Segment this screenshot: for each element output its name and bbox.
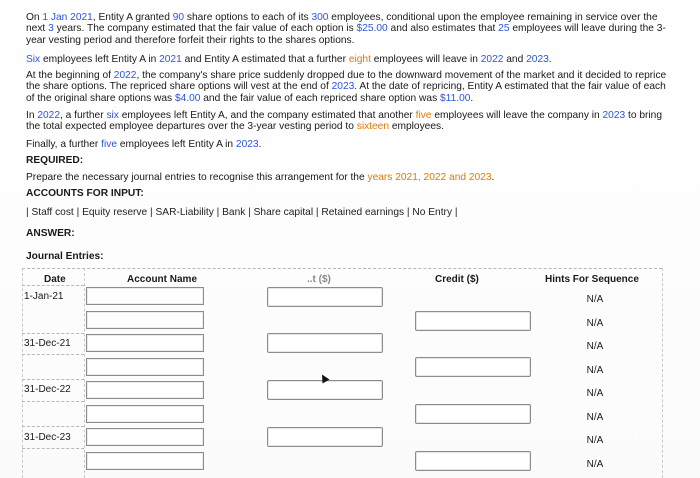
date-cell: 31-Dec-22: [24, 384, 71, 395]
credit-input[interactable]: [415, 311, 531, 331]
date-row-line: [22, 426, 84, 427]
journal-entries-label: Journal Entries:: [26, 251, 104, 262]
question-paragraph-2: Six employees left Entity A in 2021 and Entity A estimated that a further eight employees will leave in 2022 and 2023.: [26, 54, 552, 65]
date-row-line: [22, 354, 84, 355]
credit-input[interactable]: [415, 357, 531, 377]
account-name-input[interactable]: [86, 311, 204, 329]
header-debit: ..t ($): [307, 274, 331, 285]
credit-input[interactable]: [415, 451, 531, 471]
account-name-input[interactable]: [86, 428, 204, 446]
date-row-line: [22, 401, 84, 402]
date-row-line: [22, 379, 84, 380]
date-row-line: [22, 285, 84, 286]
date-row-line: [22, 448, 84, 449]
account-name-input[interactable]: [86, 287, 204, 305]
date-cell: 31-Dec-21: [24, 338, 71, 349]
account-name-input[interactable]: [86, 452, 204, 470]
question-paragraph-4: In 2022, a further six employees left Entity A, and the company estimated that another five employees will leave the company in 2023 to bring the total expected employee departures over the 3-year vesting period to sixteen employees.: [26, 110, 662, 133]
debit-input[interactable]: [267, 333, 383, 353]
date-cell: 1-Jan-21: [24, 291, 64, 302]
account-name-input[interactable]: [86, 334, 204, 352]
account-name-input[interactable]: [86, 381, 204, 399]
required-label: REQUIRED:: [26, 155, 84, 166]
table-col-divider: [84, 268, 85, 478]
answer-label: ANSWER:: [26, 228, 75, 239]
hint-cell: N/A: [586, 388, 604, 399]
accounts-list: | Staff cost | Equity reserve | SAR-Liability | Bank | Share capital | Retained earnings | No Entry |: [26, 207, 458, 218]
question-paragraph-1: On 1 Jan 2021, Entity A granted 90 share options to each of its 300 employees, conditional upon the employee remaining in service over the next 3 years. The company estimated that the fair value of each option is $25.00 and also estimates that 25 employees will leave during the 3-year vesting period and therefore forfeit their rights to the shares options.: [26, 12, 666, 46]
hint-cell: N/A: [586, 435, 604, 446]
question-paragraph-3: At the beginning of 2022, the company's share price suddenly dropped due to the downward movement of the market and it decided to reprice the share options. The repriced share options will vest at the end of 2023. At the date of repricing, Entity A estimated that the fair value of each of the original share options was $4.00 and the fair value of each repriced share option was $11.00.: [26, 70, 667, 104]
table-top-border: [22, 268, 662, 269]
header-date: Date: [44, 274, 66, 285]
header-account-name: Account Name: [127, 274, 198, 285]
debit-input[interactable]: [267, 427, 383, 447]
hint-cell: N/A: [586, 459, 604, 470]
required-text: Prepare the necessary journal entries to recognise this arrangement for the years 2021, 2022 and 2023.: [26, 172, 495, 183]
debit-input[interactable]: [267, 287, 383, 307]
account-name-input[interactable]: [86, 358, 204, 376]
hint-cell: N/A: [586, 341, 604, 352]
hint-cell: N/A: [586, 365, 604, 376]
header-credit: Credit ($): [435, 274, 479, 285]
credit-input[interactable]: [415, 404, 531, 424]
hint-cell: N/A: [586, 412, 604, 423]
date-cell: 31-Dec-23: [24, 432, 71, 443]
header-hints: Hints For Sequence: [545, 274, 639, 285]
table-right-border: [662, 268, 663, 478]
debit-input[interactable]: [267, 380, 383, 400]
hint-cell: N/A: [586, 294, 604, 305]
table-left-border: [22, 268, 23, 478]
question-paragraph-5: Finally, a further five employees left Entity A in 2023.: [26, 139, 262, 150]
account-name-input[interactable]: [86, 405, 204, 423]
date-row-line: [22, 333, 84, 334]
hint-cell: N/A: [586, 318, 604, 329]
accounts-label: ACCOUNTS FOR INPUT:: [26, 188, 144, 199]
